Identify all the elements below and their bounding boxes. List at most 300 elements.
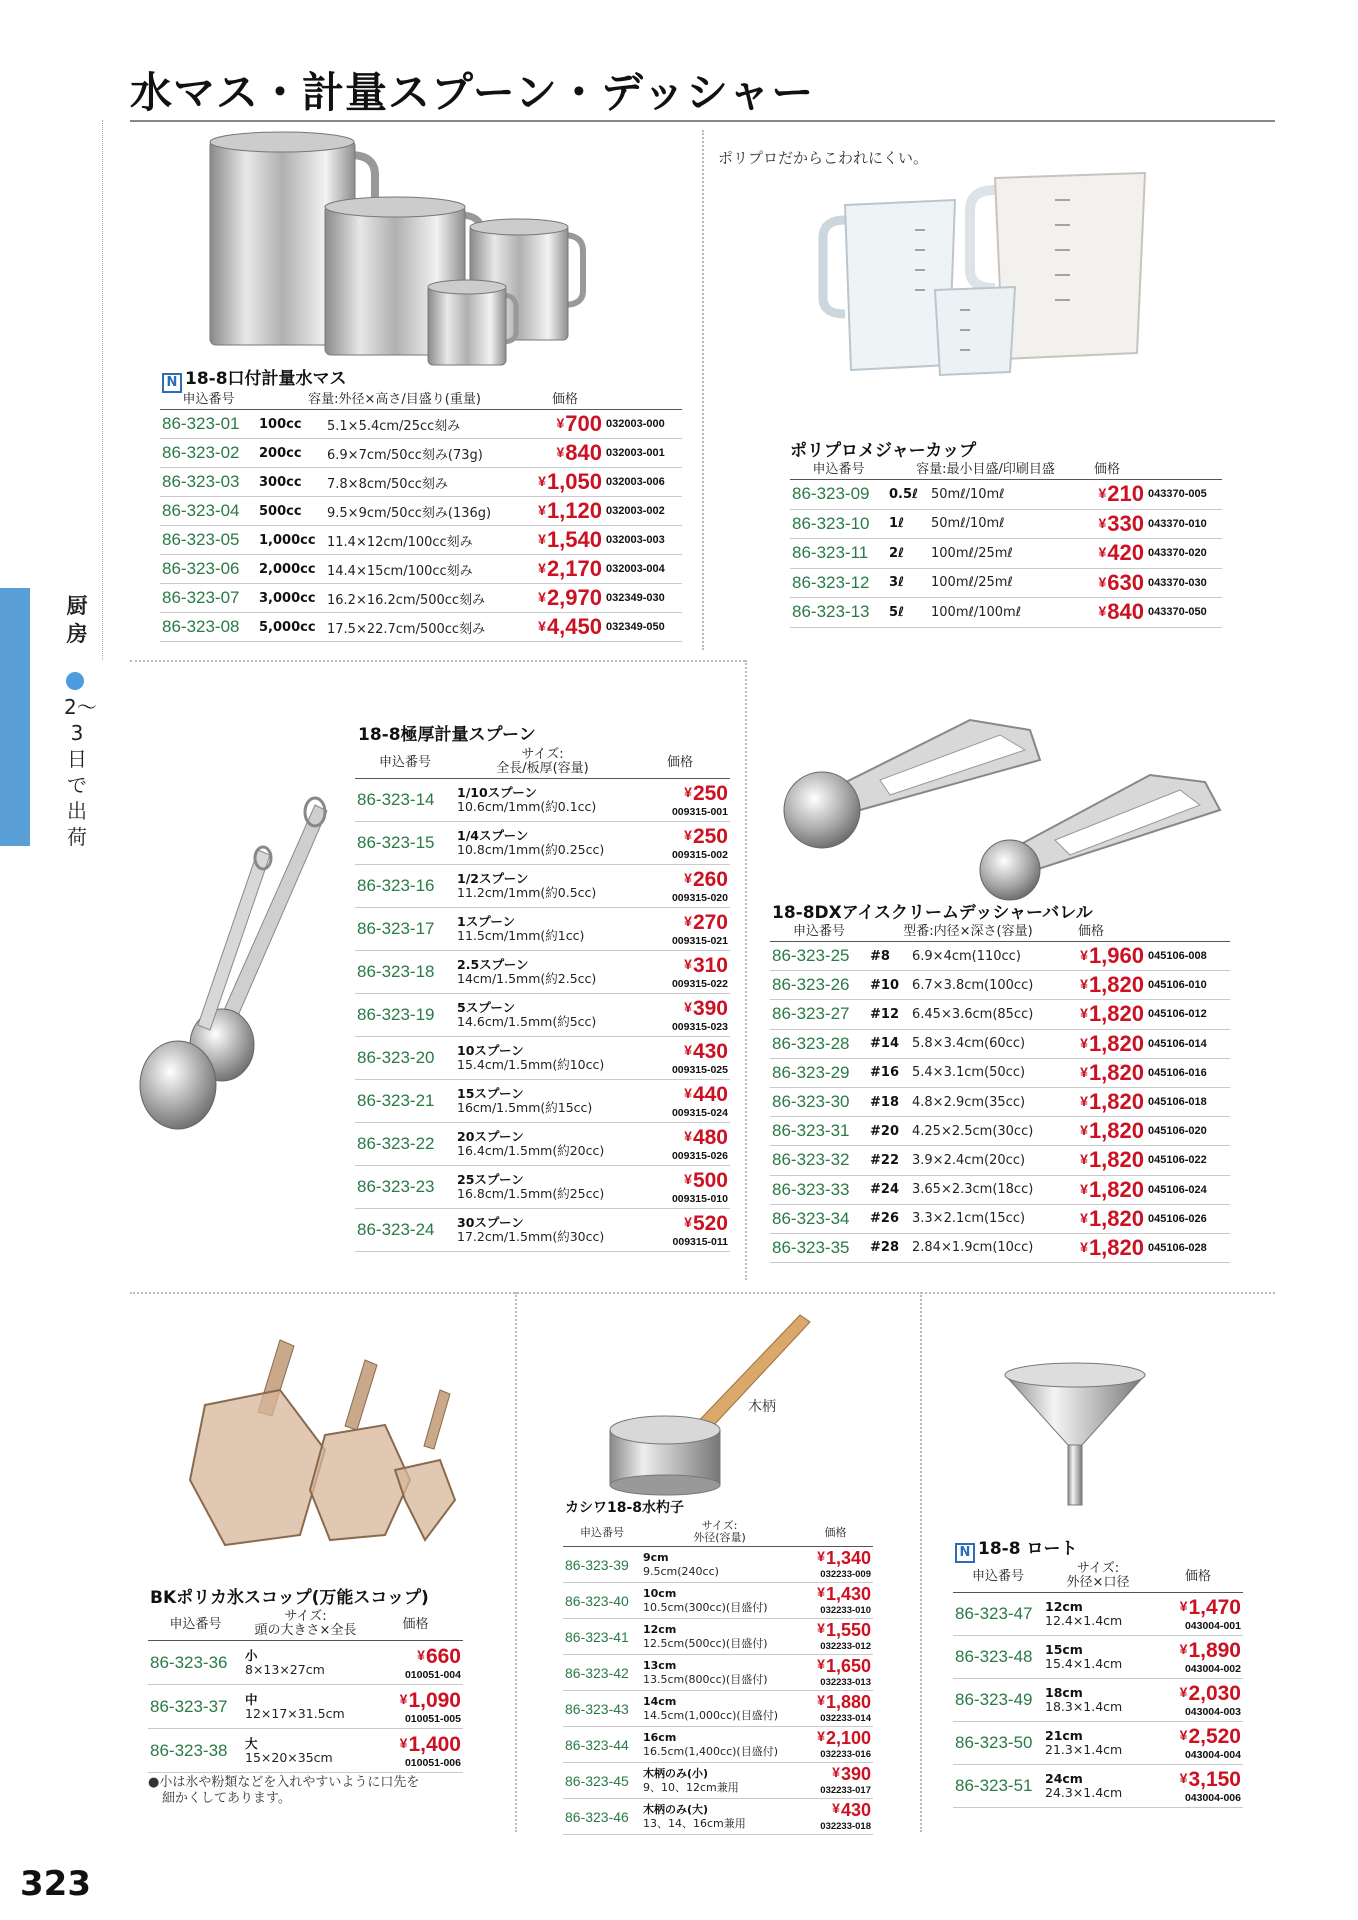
yen-sign: ¥ bbox=[684, 1214, 692, 1230]
item-price: ¥1,430 bbox=[817, 1584, 871, 1604]
order-code: 86-323-01 bbox=[160, 410, 257, 439]
item-size: 20スプーン bbox=[457, 1129, 524, 1144]
order-code: 86-323-40 bbox=[563, 1583, 641, 1619]
table-row bbox=[563, 1619, 873, 1655]
item-sku: 032003-004 bbox=[604, 555, 682, 584]
item-spec: 3.65×2.3cm(18cc) bbox=[910, 1175, 1068, 1204]
item-size: 大 bbox=[245, 1735, 258, 1751]
item-spec: 6.7×3.8cm(100cc) bbox=[910, 971, 1068, 1000]
item-price: ¥1,540 bbox=[532, 526, 604, 555]
table-row bbox=[953, 1765, 1243, 1808]
item-price-cell bbox=[630, 779, 730, 822]
item-spec-cell bbox=[1043, 1722, 1153, 1765]
item-spec: 50mℓ/10mℓ bbox=[929, 480, 1084, 510]
item-sku: 032233-016 bbox=[820, 1749, 871, 1760]
item-sku: 009315-022 bbox=[671, 978, 728, 990]
table-row bbox=[160, 613, 682, 642]
item-sku: 009315-002 bbox=[671, 849, 728, 861]
item-price: ¥1,820 bbox=[1068, 1058, 1146, 1087]
divider bbox=[130, 660, 745, 662]
item-price: ¥2,170 bbox=[532, 555, 604, 584]
item-sku: 009315-011 bbox=[672, 1236, 728, 1248]
yen-sign: ¥ bbox=[1080, 947, 1088, 964]
item-spec: 16.2×16.2cm/500cc刻み bbox=[325, 584, 532, 613]
item-price: ¥2,520 bbox=[1179, 1725, 1241, 1748]
yen-sign: ¥ bbox=[538, 560, 546, 576]
item-price-cell bbox=[1153, 1679, 1243, 1722]
yen-sign: ¥ bbox=[832, 1800, 840, 1816]
item-sku: 043370-010 bbox=[1146, 509, 1222, 539]
item-price-cell bbox=[630, 1080, 730, 1123]
order-code: 86-323-32 bbox=[770, 1146, 868, 1175]
order-code: 86-323-22 bbox=[355, 1123, 455, 1166]
item-spec-cell bbox=[641, 1763, 798, 1799]
item-sku: 032003-006 bbox=[604, 468, 682, 497]
item-spec: 5.4×3.1cm(50cc) bbox=[910, 1058, 1068, 1087]
item-size: 5ℓ bbox=[887, 598, 929, 628]
item-price: ¥1,820 bbox=[1068, 1233, 1146, 1262]
item-spec: 12.5cm(500cc)(目盛付) bbox=[643, 1636, 768, 1650]
item-price: ¥700 bbox=[532, 410, 604, 439]
item-sku: 009315-010 bbox=[671, 1193, 728, 1205]
item-price: ¥1,960 bbox=[1068, 942, 1146, 971]
order-code: 86-323-51 bbox=[953, 1765, 1043, 1808]
item-sku: 009315-024 bbox=[671, 1107, 728, 1119]
item-price: ¥1,820 bbox=[1068, 1146, 1146, 1175]
yen-sign: ¥ bbox=[399, 1734, 408, 1751]
table-row bbox=[355, 1080, 730, 1123]
item-sku: 045106-010 bbox=[1146, 971, 1230, 1000]
item-size: 3,000cc bbox=[257, 584, 325, 613]
column-header: 申込番号 bbox=[148, 1608, 243, 1641]
table-row bbox=[563, 1763, 873, 1799]
item-sku: 032003-001 bbox=[604, 439, 682, 468]
yen-sign: ¥ bbox=[832, 1764, 840, 1780]
item-price: ¥260 bbox=[684, 868, 728, 891]
item-price: ¥210 bbox=[1084, 480, 1146, 510]
yen-sign: ¥ bbox=[1179, 1727, 1188, 1743]
item-size: 200cc bbox=[257, 439, 325, 468]
column-header: 価格 bbox=[1084, 460, 1222, 480]
item-price-cell bbox=[798, 1799, 873, 1835]
measuring-cup-table bbox=[160, 390, 682, 642]
item-sku: 043004-004 bbox=[1184, 1749, 1241, 1761]
yen-sign: ¥ bbox=[1080, 1034, 1088, 1051]
disher-table bbox=[770, 922, 1230, 1263]
item-spec: 13.5cm(800cc)(目盛付) bbox=[643, 1672, 768, 1686]
item-spec: 13、14、16cm兼用 bbox=[643, 1816, 746, 1830]
item-spec-cell bbox=[243, 1729, 368, 1773]
item-size: #8 bbox=[868, 942, 910, 971]
column-header: 申込番号 bbox=[790, 460, 887, 480]
divider bbox=[745, 660, 747, 1280]
item-price: ¥840 bbox=[1084, 598, 1146, 628]
yen-sign: ¥ bbox=[684, 1128, 692, 1144]
item-spec: 100mℓ/25mℓ bbox=[929, 568, 1084, 598]
item-size: 100cc bbox=[257, 410, 325, 439]
item-spec: 15.4cm/1.5mm(約10cc) bbox=[457, 1057, 605, 1072]
item-price-cell bbox=[1153, 1765, 1243, 1808]
column-header: 頭の大きさ×全長 bbox=[254, 1623, 357, 1638]
item-spec: 8×13×27cm bbox=[245, 1661, 325, 1677]
item-size: 12cm bbox=[643, 1622, 677, 1636]
table-row bbox=[355, 865, 730, 908]
yen-sign: ¥ bbox=[684, 956, 692, 972]
item-price: ¥1,820 bbox=[1068, 1175, 1146, 1204]
table-row bbox=[563, 1799, 873, 1835]
table-row bbox=[770, 1204, 1230, 1233]
divider bbox=[702, 130, 704, 650]
table-row bbox=[148, 1729, 463, 1773]
item-price: ¥430 bbox=[832, 1800, 871, 1820]
order-code: 86-323-44 bbox=[563, 1727, 641, 1763]
spoon-title: 18-8極厚計量スプーン bbox=[358, 725, 536, 745]
column-header: サイズ: bbox=[284, 1609, 327, 1624]
order-code: 86-323-19 bbox=[355, 994, 455, 1037]
item-price: ¥1,400 bbox=[399, 1732, 461, 1756]
item-spec: 16cm/1.5mm(約15cc) bbox=[457, 1100, 593, 1115]
funnel-image bbox=[1000, 1360, 1150, 1510]
item-spec-cell bbox=[455, 1080, 630, 1123]
column-header: 申込番号 bbox=[355, 746, 455, 779]
yen-sign: ¥ bbox=[1080, 1209, 1088, 1226]
item-sku: 032233-018 bbox=[820, 1821, 871, 1832]
item-size: #16 bbox=[868, 1058, 910, 1087]
order-code: 86-323-48 bbox=[953, 1636, 1043, 1679]
item-sku: 032003-003 bbox=[604, 526, 682, 555]
item-sku: 045106-016 bbox=[1146, 1058, 1230, 1087]
item-price: ¥3,150 bbox=[1179, 1768, 1241, 1791]
ladle-image bbox=[600, 1300, 820, 1500]
table-row bbox=[563, 1655, 873, 1691]
item-spec-cell bbox=[641, 1583, 798, 1619]
pp-cup-note: ポリプロだからこわれにくい。 bbox=[718, 149, 929, 167]
yen-sign: ¥ bbox=[417, 1646, 425, 1663]
yen-sign: ¥ bbox=[1080, 1093, 1088, 1110]
item-sku: 043370-020 bbox=[1146, 539, 1222, 569]
item-spec: 14.5cm(1,000cc)(目盛付) bbox=[643, 1708, 779, 1722]
order-code: 86-323-16 bbox=[355, 865, 455, 908]
item-size: 2ℓ bbox=[887, 539, 929, 569]
item-size: 15cm bbox=[1045, 1642, 1083, 1657]
item-price: ¥390 bbox=[684, 997, 728, 1020]
yen-sign: ¥ bbox=[538, 502, 546, 518]
table-row bbox=[770, 942, 1230, 971]
item-sku: 010051-006 bbox=[404, 1756, 461, 1769]
yen-sign: ¥ bbox=[538, 589, 546, 605]
item-size: 0.5ℓ bbox=[887, 480, 929, 510]
yen-sign: ¥ bbox=[399, 1690, 408, 1707]
item-price: ¥630 bbox=[1084, 568, 1146, 598]
yen-sign: ¥ bbox=[1098, 544, 1107, 561]
item-spec-cell bbox=[1043, 1765, 1153, 1808]
item-price-cell bbox=[630, 951, 730, 994]
scoop-image bbox=[185, 1330, 485, 1560]
yen-sign: ¥ bbox=[1080, 1063, 1088, 1080]
table-row bbox=[770, 1146, 1230, 1175]
item-spec-cell bbox=[641, 1727, 798, 1763]
item-sku: 043004-002 bbox=[1184, 1663, 1241, 1675]
left-divider bbox=[102, 120, 103, 660]
order-code: 86-323-13 bbox=[790, 598, 887, 628]
item-size: 木柄のみ(小) bbox=[643, 1766, 709, 1780]
order-code: 86-323-12 bbox=[790, 568, 887, 598]
side-tab-label: 厨房 bbox=[66, 594, 88, 646]
yen-sign: ¥ bbox=[684, 784, 692, 800]
item-sku: 032349-030 bbox=[604, 584, 682, 613]
item-size: 18cm bbox=[1045, 1685, 1083, 1700]
item-price-cell bbox=[630, 994, 730, 1037]
item-size: 1スプーン bbox=[457, 914, 516, 929]
table-row bbox=[160, 439, 682, 468]
yen-sign: ¥ bbox=[817, 1584, 825, 1600]
order-code: 86-323-37 bbox=[148, 1685, 243, 1729]
item-spec-cell bbox=[455, 994, 630, 1037]
item-spec-cell bbox=[641, 1691, 798, 1727]
item-price: ¥1,820 bbox=[1068, 1204, 1146, 1233]
item-sku: 045106-018 bbox=[1146, 1087, 1230, 1116]
item-size: 24cm bbox=[1045, 1771, 1083, 1786]
item-spec: 11.2cm/1mm(約0.5cc) bbox=[457, 885, 597, 900]
item-sku: 009315-021 bbox=[671, 935, 728, 947]
measuring-cup-image bbox=[200, 130, 600, 380]
column-header: 型番:内径×深さ(容量) bbox=[868, 922, 1068, 942]
spoon-table bbox=[355, 746, 730, 1252]
yen-sign: ¥ bbox=[1080, 1180, 1088, 1197]
item-price-cell bbox=[798, 1547, 873, 1583]
table-row bbox=[770, 971, 1230, 1000]
item-spec-cell bbox=[1043, 1636, 1153, 1679]
item-size: 12cm bbox=[1045, 1599, 1083, 1614]
order-code: 86-323-45 bbox=[563, 1763, 641, 1799]
item-sku: 032003-000 bbox=[604, 410, 682, 439]
order-code: 86-323-39 bbox=[563, 1547, 641, 1583]
column-header: サイズ: bbox=[521, 747, 564, 762]
item-spec: 6.9×7cm/50cc刻み(73g) bbox=[325, 439, 532, 468]
item-size: #24 bbox=[868, 1175, 910, 1204]
table-row bbox=[563, 1691, 873, 1727]
item-size: 21cm bbox=[1045, 1728, 1083, 1743]
spoon-image bbox=[130, 790, 340, 1150]
item-sku: 032233-014 bbox=[820, 1713, 871, 1724]
item-spec: 15.4×1.4cm bbox=[1045, 1656, 1123, 1671]
item-spec: 2.84×1.9cm(10cc) bbox=[910, 1233, 1068, 1262]
item-spec: 11.4×12cm/100cc刻み bbox=[325, 526, 532, 555]
order-code: 86-323-41 bbox=[563, 1619, 641, 1655]
item-spec: 10.8cm/1mm(約0.25cc) bbox=[457, 842, 605, 857]
item-spec-cell bbox=[455, 1166, 630, 1209]
item-price: ¥1,650 bbox=[817, 1656, 871, 1676]
item-size: 9cm bbox=[643, 1550, 669, 1564]
item-sku: 009315-020 bbox=[671, 892, 728, 904]
yen-sign: ¥ bbox=[817, 1548, 825, 1564]
yen-sign: ¥ bbox=[817, 1620, 825, 1636]
item-spec: 9.5×9cm/50cc刻み(136g) bbox=[325, 497, 532, 526]
order-code: 86-323-15 bbox=[355, 822, 455, 865]
shipping-dot-icon bbox=[66, 672, 84, 690]
item-size: 2,000cc bbox=[257, 555, 325, 584]
yen-sign: ¥ bbox=[817, 1656, 825, 1672]
item-price-cell bbox=[630, 1209, 730, 1252]
item-price-cell bbox=[798, 1619, 873, 1655]
item-price: ¥1,890 bbox=[1179, 1639, 1241, 1662]
yen-sign: ¥ bbox=[684, 1085, 692, 1101]
table-row bbox=[355, 1209, 730, 1252]
item-price-cell bbox=[630, 908, 730, 951]
item-size: #28 bbox=[868, 1233, 910, 1262]
item-price: ¥1,050 bbox=[532, 468, 604, 497]
table-row bbox=[355, 994, 730, 1037]
item-size: 300cc bbox=[257, 468, 325, 497]
table-row bbox=[790, 509, 1222, 539]
wood-handle-label: 木柄 bbox=[748, 1399, 776, 1415]
item-spec-cell bbox=[641, 1799, 798, 1835]
item-size: 16cm bbox=[643, 1730, 677, 1744]
item-price: ¥1,550 bbox=[817, 1620, 871, 1640]
item-sku: 009315-001 bbox=[671, 806, 728, 818]
item-size: 5,000cc bbox=[257, 613, 325, 642]
column-header: 容量:外径×高さ/目盛り(重量) bbox=[257, 390, 532, 410]
item-spec: 9.5cm(240cc) bbox=[643, 1564, 719, 1578]
order-code: 86-323-06 bbox=[160, 555, 257, 584]
item-price: ¥310 bbox=[684, 954, 728, 977]
order-code: 86-323-05 bbox=[160, 526, 257, 555]
item-spec: 11.5cm/1mm(約1cc) bbox=[457, 928, 585, 943]
order-code: 86-323-47 bbox=[953, 1593, 1043, 1636]
n-logo-icon: N bbox=[955, 1543, 975, 1563]
item-spec: 14.6cm/1.5mm(約5cc) bbox=[457, 1014, 597, 1029]
item-spec: 21.3×1.4cm bbox=[1045, 1742, 1123, 1757]
table-row bbox=[160, 526, 682, 555]
item-price: ¥520 bbox=[684, 1212, 728, 1235]
order-code: 86-323-03 bbox=[160, 468, 257, 497]
yen-sign: ¥ bbox=[1080, 1151, 1088, 1168]
item-price: ¥390 bbox=[832, 1764, 871, 1784]
item-spec: 16.4cm/1.5mm(約20cc) bbox=[457, 1143, 605, 1158]
order-code: 86-323-42 bbox=[563, 1655, 641, 1691]
scoop-table bbox=[148, 1608, 463, 1773]
item-spec: 5.1×5.4cm/25cc刻み bbox=[325, 410, 532, 439]
order-code: 86-323-24 bbox=[355, 1209, 455, 1252]
divider bbox=[515, 1292, 517, 1832]
item-sku: 045106-028 bbox=[1146, 1233, 1230, 1262]
table-row bbox=[563, 1547, 873, 1583]
item-price: ¥420 bbox=[1084, 539, 1146, 569]
table-row bbox=[770, 1117, 1230, 1146]
yen-sign: ¥ bbox=[538, 473, 546, 489]
item-price: ¥1,120 bbox=[532, 497, 604, 526]
item-size: 木柄のみ(大) bbox=[643, 1802, 709, 1816]
item-spec-cell bbox=[455, 865, 630, 908]
column-header: 外径(容量) bbox=[693, 1531, 746, 1544]
order-code: 86-323-09 bbox=[790, 480, 887, 510]
title-rule bbox=[130, 120, 1275, 122]
item-size: 3ℓ bbox=[887, 568, 929, 598]
column-header: 申込番号 bbox=[953, 1560, 1043, 1593]
item-sku: 032233-017 bbox=[820, 1785, 871, 1796]
yen-sign: ¥ bbox=[684, 827, 692, 843]
item-sku: 043370-050 bbox=[1146, 598, 1222, 628]
order-code: 86-323-17 bbox=[355, 908, 455, 951]
table-row bbox=[160, 584, 682, 613]
item-price: ¥440 bbox=[684, 1083, 728, 1106]
ladle-title: カシワ18-8水杓子 bbox=[565, 1500, 685, 1516]
order-code: 86-323-25 bbox=[770, 942, 868, 971]
item-price-cell bbox=[798, 1763, 873, 1799]
item-sku: 009315-026 bbox=[671, 1150, 728, 1162]
item-sku: 045106-022 bbox=[1146, 1146, 1230, 1175]
item-price-cell bbox=[368, 1685, 463, 1729]
item-spec-cell bbox=[455, 1209, 630, 1252]
table-row bbox=[160, 468, 682, 497]
table-row bbox=[355, 779, 730, 822]
item-price: ¥660 bbox=[417, 1644, 461, 1668]
yen-sign: ¥ bbox=[1080, 1122, 1088, 1139]
order-code: 86-323-14 bbox=[355, 779, 455, 822]
table-row bbox=[790, 598, 1222, 628]
order-code: 86-323-18 bbox=[355, 951, 455, 994]
column-header: 価格 bbox=[1068, 922, 1230, 942]
pp-cup-table bbox=[790, 460, 1222, 628]
yen-sign: ¥ bbox=[684, 870, 692, 886]
item-size: 10スプーン bbox=[457, 1043, 524, 1058]
order-code: 86-323-35 bbox=[770, 1233, 868, 1262]
yen-sign: ¥ bbox=[684, 999, 692, 1015]
item-price-cell bbox=[1153, 1593, 1243, 1636]
order-code: 86-323-50 bbox=[953, 1722, 1043, 1765]
item-sku: 009315-023 bbox=[671, 1021, 728, 1033]
order-code: 86-323-46 bbox=[563, 1799, 641, 1835]
item-size: 1,000cc bbox=[257, 526, 325, 555]
item-price-cell bbox=[368, 1729, 463, 1773]
item-spec: 3.3×2.1cm(15cc) bbox=[910, 1204, 1068, 1233]
order-code: 86-323-36 bbox=[148, 1641, 243, 1685]
yen-sign: ¥ bbox=[684, 1171, 692, 1187]
item-size: 25スプーン bbox=[457, 1172, 524, 1187]
item-sku: 043004-006 bbox=[1184, 1792, 1241, 1804]
item-spec: 18.3×1.4cm bbox=[1045, 1699, 1123, 1714]
yen-sign: ¥ bbox=[556, 415, 565, 431]
item-price: ¥1,820 bbox=[1068, 1029, 1146, 1058]
item-sku: 043370-030 bbox=[1146, 568, 1222, 598]
item-spec: 7.8×8cm/50cc刻み bbox=[325, 468, 532, 497]
item-price: ¥430 bbox=[684, 1040, 728, 1063]
table-row bbox=[770, 1233, 1230, 1262]
column-header: 価格 bbox=[1153, 1560, 1243, 1593]
item-spec: 12×17×31.5cm bbox=[245, 1705, 345, 1721]
item-size: 10cm bbox=[643, 1586, 677, 1600]
item-price: ¥1,340 bbox=[817, 1548, 871, 1568]
item-spec: 4.25×2.5cm(30cc) bbox=[910, 1117, 1068, 1146]
order-code: 86-323-49 bbox=[953, 1679, 1043, 1722]
order-code: 86-323-28 bbox=[770, 1029, 868, 1058]
order-code: 86-323-33 bbox=[770, 1175, 868, 1204]
column-header: 価格 bbox=[798, 1518, 873, 1547]
yen-sign: ¥ bbox=[1179, 1598, 1188, 1614]
item-spec: 16.5cm(1,400cc)(目盛付) bbox=[643, 1744, 779, 1758]
item-spec: 10.6cm/1mm(約0.1cc) bbox=[457, 799, 597, 814]
order-code: 86-323-31 bbox=[770, 1117, 868, 1146]
item-spec-cell bbox=[455, 1037, 630, 1080]
table-row bbox=[355, 1123, 730, 1166]
item-spec: 100mℓ/100mℓ bbox=[929, 598, 1084, 628]
item-price-cell bbox=[798, 1691, 873, 1727]
table-row bbox=[563, 1727, 873, 1763]
item-price-cell bbox=[798, 1727, 873, 1763]
item-spec-cell bbox=[641, 1619, 798, 1655]
order-code: 86-323-23 bbox=[355, 1166, 455, 1209]
scoop-note: ●小は氷や粉類などを入れやすいように口先を 細かくしてあります。 bbox=[148, 1775, 420, 1806]
